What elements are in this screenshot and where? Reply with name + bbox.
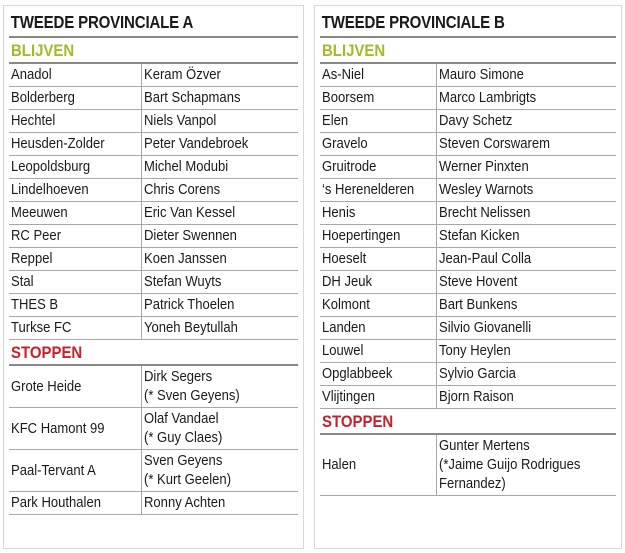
coach-line: Bart Bunkens <box>439 297 518 313</box>
club-name <box>9 133 142 155</box>
club-name <box>9 271 142 293</box>
coach-line: Marco Lambrigts <box>439 90 537 106</box>
club-name <box>9 492 142 514</box>
table-row <box>9 202 298 225</box>
coach-line: Jean-Paul Colla <box>439 251 532 267</box>
table-row <box>9 64 298 87</box>
table-row <box>320 294 616 317</box>
table-row <box>320 386 616 409</box>
coach-name <box>142 271 298 293</box>
panel-tweede-provinciale-a <box>3 5 304 549</box>
club-name <box>9 408 142 449</box>
club-name <box>9 87 142 109</box>
club-name-text: ‘s Herenelderen <box>322 182 415 198</box>
club-name <box>320 317 437 339</box>
panel-tweede-provinciale-b <box>314 5 622 549</box>
coach-line: Sylvio Garcia <box>439 366 516 382</box>
table-row <box>9 366 298 408</box>
coach-line: Chris Corens <box>144 182 221 198</box>
club-name <box>9 110 142 132</box>
club-name <box>9 225 142 247</box>
section-stoppen: STOPPEN <box>9 340 298 366</box>
coach-line: Dirk Segers <box>144 369 213 385</box>
club-name <box>9 450 142 491</box>
club-name-text: Hechtel <box>11 113 56 129</box>
club-name-text: Reppel <box>11 251 53 267</box>
coach-line: Fernandez) <box>439 476 506 492</box>
coach-line: Yoneh Beytullah <box>144 320 238 336</box>
coach-line: Michel Modubi <box>144 159 229 175</box>
coach-line: Davy Schetz <box>439 113 513 129</box>
coach-name <box>142 179 298 201</box>
table-row <box>9 248 298 271</box>
coach-line: Koen Janssen <box>144 251 227 267</box>
table-row <box>320 248 616 271</box>
coach-name <box>437 340 616 362</box>
club-name-text: DH Jeuk <box>322 274 373 290</box>
coach-name <box>437 435 616 495</box>
coach-name <box>142 110 298 132</box>
coach-line: (* Sven Geyens) <box>144 388 240 404</box>
club-name <box>320 179 437 201</box>
coach-name <box>437 87 616 109</box>
club-name-text: Hoeselt <box>322 251 367 267</box>
coach-line: Olaf Vandael <box>144 411 219 427</box>
coach-name <box>142 156 298 178</box>
coach-line: Stefan Kicken <box>439 228 520 244</box>
club-name-text: RC Peer <box>11 228 62 244</box>
club-name-text: THES B <box>11 297 59 313</box>
club-name <box>320 248 437 270</box>
coach-line: (* Kurt Geelen) <box>144 472 232 488</box>
club-name <box>320 225 437 247</box>
club-name <box>9 317 142 339</box>
club-name-text: As-Niel <box>322 67 365 83</box>
coach-name <box>437 202 616 224</box>
blijven-list <box>320 64 616 409</box>
table-row <box>320 202 616 225</box>
coach-line: Gunter Mertens <box>439 438 530 454</box>
club-name-text: Gruitrode <box>322 159 377 175</box>
coach-line: Eric Van Kessel <box>144 205 236 221</box>
club-name-text: Opglabbeek <box>322 366 393 382</box>
club-name-text: Halen <box>322 457 357 473</box>
coach-name <box>142 64 298 86</box>
coach-name <box>437 248 616 270</box>
club-name-text: Lindelhoeven <box>11 182 89 198</box>
club-name <box>320 202 437 224</box>
table-row <box>9 492 298 515</box>
table-row <box>9 156 298 179</box>
coach-line: Silvio Giovanelli <box>439 320 532 336</box>
club-name <box>320 156 437 178</box>
table-row <box>9 133 298 156</box>
table-row <box>320 317 616 340</box>
club-name-text: Anadol <box>11 67 52 83</box>
coach-name <box>142 317 298 339</box>
club-name <box>9 248 142 270</box>
coach-name <box>142 202 298 224</box>
club-name-text: Henis <box>322 205 356 221</box>
stoppen-list <box>320 435 616 496</box>
club-name-text: Turkse FC <box>11 320 72 336</box>
club-name-text: Hoepertingen <box>322 228 401 244</box>
table-row <box>9 87 298 110</box>
coach-name <box>437 363 616 385</box>
coach-line: Patrick Thoelen <box>144 297 235 313</box>
coach-name <box>142 133 298 155</box>
section-blijven: BLIJVEN <box>320 38 616 64</box>
coach-line: Dieter Swennen <box>144 228 237 244</box>
table-row <box>9 110 298 133</box>
club-name-text: Landen <box>322 320 366 336</box>
coach-line: Steve Hovent <box>439 274 518 290</box>
club-name-text: Meeuwen <box>11 205 68 221</box>
club-name-text: Boorsem <box>322 90 375 106</box>
table-row <box>320 340 616 363</box>
club-name-text: Grote Heide <box>11 378 82 395</box>
table-row <box>320 64 616 87</box>
table-row <box>9 317 298 340</box>
coach-name <box>437 64 616 86</box>
club-name-text: Bolderberg <box>11 90 75 106</box>
coach-line: Ronny Achten <box>144 495 226 511</box>
coach-name <box>142 450 298 491</box>
coach-line: Bjorn Raison <box>439 389 514 405</box>
club-name <box>9 202 142 224</box>
club-name <box>320 87 437 109</box>
stoppen-list <box>9 366 298 515</box>
club-name-text: Heusden-Zolder <box>11 136 105 152</box>
table-row <box>9 179 298 202</box>
club-name <box>320 133 437 155</box>
club-name-text: Kolmont <box>322 297 370 313</box>
club-name <box>9 156 142 178</box>
club-name-text: Elen <box>322 113 349 129</box>
table-row <box>320 271 616 294</box>
club-name <box>320 271 437 293</box>
coach-line: Bart Schapmans <box>144 90 241 106</box>
coach-line: Tony Heylen <box>439 343 511 359</box>
club-name <box>320 64 437 86</box>
table-row <box>320 156 616 179</box>
coach-name <box>437 225 616 247</box>
table-row <box>320 435 616 496</box>
table-row <box>9 408 298 450</box>
coach-line: Werner Pinxten <box>439 159 529 175</box>
table-row <box>9 294 298 317</box>
coach-line: Stefan Wuyts <box>144 274 222 290</box>
coach-name <box>142 87 298 109</box>
club-name <box>9 366 142 407</box>
coach-name <box>142 408 298 449</box>
coach-name <box>437 179 616 201</box>
coach-line: Steven Corswarem <box>439 136 550 152</box>
club-name <box>320 435 437 495</box>
table-row <box>9 450 298 492</box>
coach-name <box>437 386 616 408</box>
coach-line: (* Guy Claes) <box>144 430 223 446</box>
panel-title: TWEEDE PROVINCIALE A <box>10 12 194 32</box>
table-row <box>320 225 616 248</box>
coach-line: Niels Vanpol <box>144 113 217 129</box>
table-row <box>9 271 298 294</box>
club-name <box>9 294 142 316</box>
club-name <box>320 363 437 385</box>
section-blijven: BLIJVEN <box>9 38 298 64</box>
table-row <box>9 225 298 248</box>
club-name <box>320 294 437 316</box>
coach-line: Brecht Nelissen <box>439 205 531 221</box>
club-name <box>320 110 437 132</box>
club-name-text: Gravelo <box>322 136 368 152</box>
coach-name <box>142 492 298 514</box>
coach-line: Wesley Warnots <box>439 182 534 198</box>
coach-name <box>142 225 298 247</box>
club-name <box>9 64 142 86</box>
club-name-text: Paal-Tervant A <box>11 462 96 479</box>
coach-name <box>437 133 616 155</box>
coach-line: Mauro Simone <box>439 67 524 83</box>
table-row <box>320 363 616 386</box>
coach-name <box>142 294 298 316</box>
coach-line: (*Jaime Guijo Rodrigues <box>439 457 581 473</box>
table-row <box>320 87 616 110</box>
table-row <box>320 110 616 133</box>
club-name-text: Stal <box>11 274 34 290</box>
coach-name <box>437 156 616 178</box>
club-name <box>320 340 437 362</box>
coach-name <box>437 317 616 339</box>
panel-title: TWEEDE PROVINCIALE B <box>321 12 505 32</box>
club-name-text: KFC Hamont 99 <box>11 420 105 437</box>
club-name-text: Leopoldsburg <box>11 159 91 175</box>
table-row <box>320 133 616 156</box>
coach-name <box>142 366 298 407</box>
club-name <box>320 386 437 408</box>
coach-line: Keram Özver <box>144 67 221 83</box>
coach-name <box>437 110 616 132</box>
coach-line: Peter Vandebroek <box>144 136 249 152</box>
club-name <box>9 179 142 201</box>
coach-name <box>142 248 298 270</box>
table-row <box>320 179 616 202</box>
section-stoppen: STOPPEN <box>320 409 616 435</box>
coach-name <box>437 294 616 316</box>
blijven-list <box>9 64 298 340</box>
coach-name <box>437 271 616 293</box>
club-name-text: Vlijtingen <box>322 389 375 405</box>
coach-line: Sven Geyens <box>144 453 223 469</box>
club-name-text: Louwel <box>322 343 364 359</box>
club-name-text: Park Houthalen <box>11 495 101 511</box>
